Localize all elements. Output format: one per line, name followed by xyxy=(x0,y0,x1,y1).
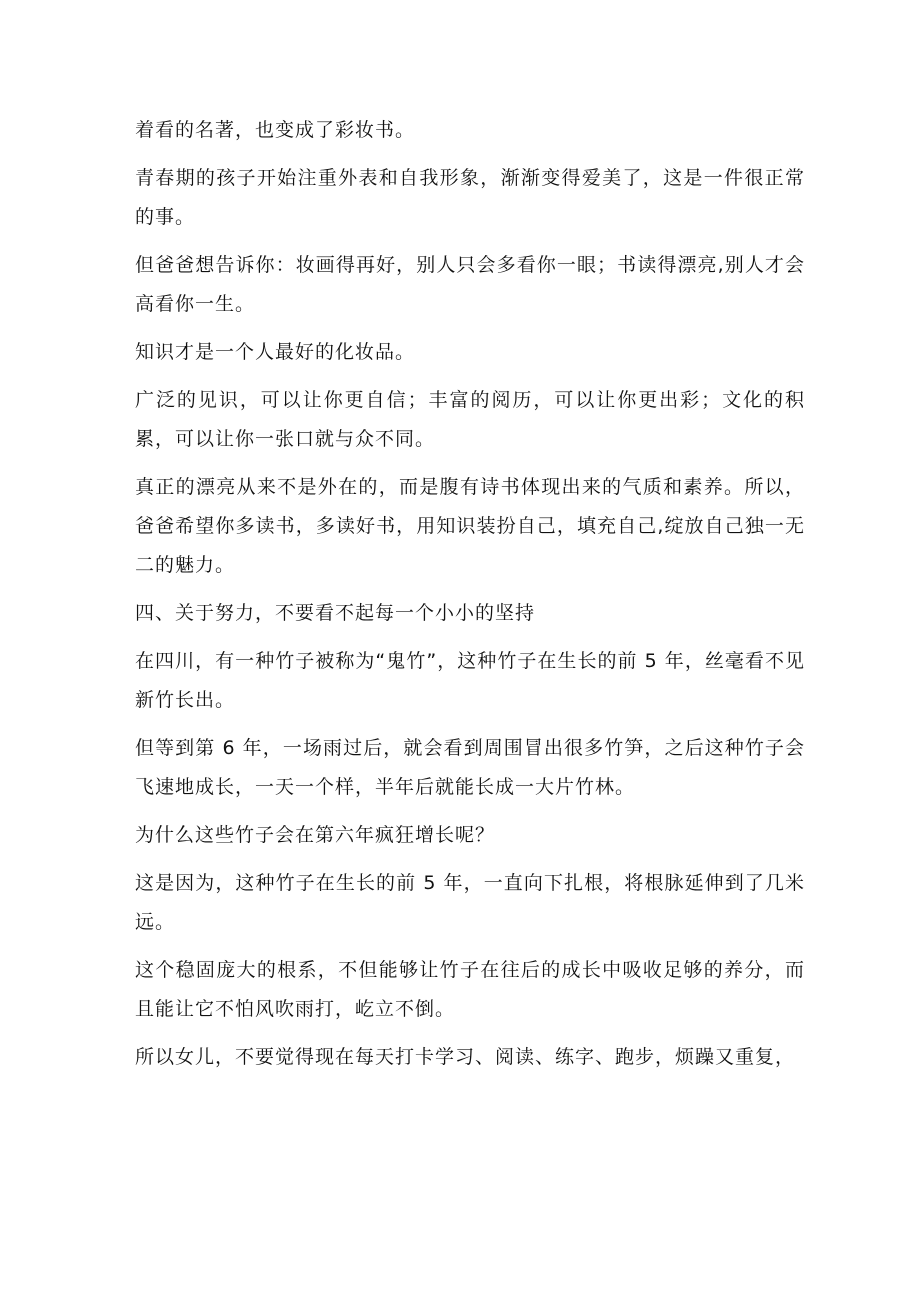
paragraph: 为什么这些竹子会在第六年疯狂增长呢？ xyxy=(135,824,496,846)
paragraph: 这个稳固庞大的根系，不但能够让竹子在往后的成长中吸收足够的养分，而且能让它不怕风吹雨打，屹立不倒。 xyxy=(135,959,805,1020)
section-heading: 四、关于努力，不要看不起每一个小小的坚持 xyxy=(135,602,536,624)
paragraph: 知识才是一个人最好的化妆品。 xyxy=(135,341,416,363)
document-body xyxy=(135,111,805,1086)
paragraph: 但爸爸想告诉你：妆画得再好，别人只会多看你一眼；书读得漂亮,别人才会高看你一生。 xyxy=(135,254,805,315)
paragraph: 广泛的见识，可以让你更自信；丰富的阅历，可以让你更出彩；文化的积累，可以让你一张口就与众不同。 xyxy=(135,389,805,450)
paragraph: 这是因为，这种竹子在生长的前 5 年，一直向下扎根，将根脉延伸到了几米远。 xyxy=(135,872,805,933)
paragraph: 所以女儿，不要觉得现在每天打卡学习、阅读、练字、跑步，烦躁又重复， xyxy=(135,1046,796,1068)
paragraph: 青春期的孩子开始注重外表和自我形象，渐渐变得爱美了，这是一件很正常的事。 xyxy=(135,167,805,228)
paragraph: 在四川，有一种竹子被称为“鬼竹”，这种竹子在生长的前 5 年，丝毫看不见新竹长出。 xyxy=(135,650,805,711)
paragraph: 着看的名著，也变成了彩妆书。 xyxy=(135,119,416,141)
paragraph: 但等到第 6 年，一场雨过后，就会看到周围冒出很多竹笋，之后这种竹子会飞速地成长，一天一个样，半年后就能长成一大片竹林。 xyxy=(135,737,805,798)
paragraph: 真正的漂亮从来不是外在的，而是腹有诗书体现出来的气质和素养。所以，爸爸希望你多读书，多读好书，用知识装扮自己，填充自己,绽放自己独一无二的魅力。 xyxy=(135,476,805,576)
